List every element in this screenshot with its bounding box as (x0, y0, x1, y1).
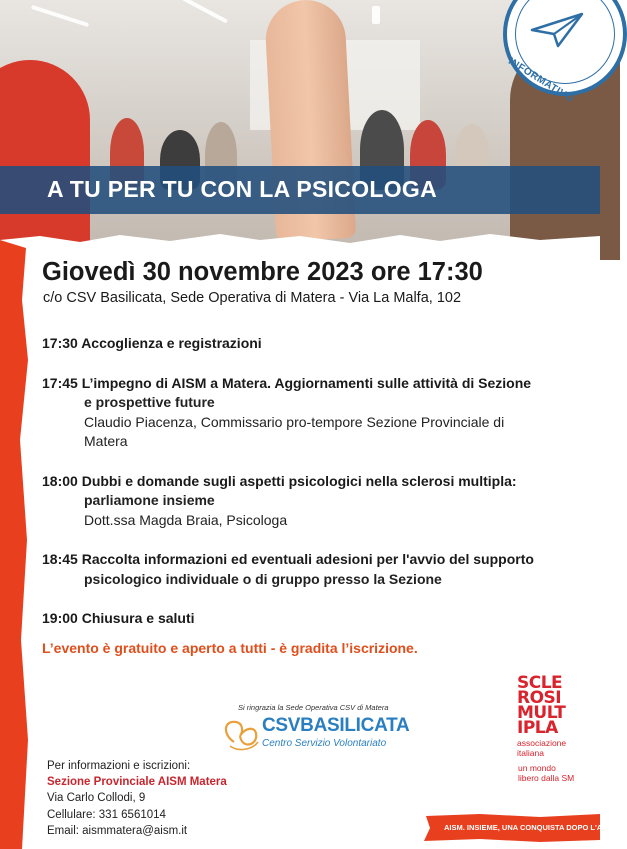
agenda-title: Dubbi e domande sugli aspetti psicologici nella sclerosi multipla: (81, 472, 517, 489)
aism-logo (517, 673, 583, 758)
aism-motto-line: un mondo (518, 763, 556, 773)
event-venue: c/o CSV Basilicata, Sede Operativa di Matera - Via La Malfa, 102 (43, 290, 462, 306)
agenda-time: 17:45 (42, 374, 78, 391)
agenda-title: L’impegno di AISM a Matera. Aggiornamenti sulle attività di Sezione (81, 374, 532, 391)
agenda-title-continued: psicologico individuale o di gruppo presso la Sezione (84, 570, 442, 587)
aism-logo-sub: associazione (517, 738, 567, 748)
aism-motto-line: libero dalla SM (518, 773, 575, 783)
red-side-stripe (0, 240, 30, 849)
agenda-title: Chiusura e saluti (81, 610, 195, 626)
csv-name: CSVBASILICATA (262, 715, 410, 736)
agenda-speaker: Claudio Piacenza, Commissario pro-tempore Sezione Provinciale di (84, 413, 505, 430)
aism-logo-line: MULT (517, 703, 566, 723)
agenda-item (42, 550, 582, 589)
event-date: Giovedì 30 novembre 2023 ore 17:30 (42, 258, 483, 286)
agenda-item (42, 374, 582, 452)
contact-info (47, 758, 227, 839)
agenda-item (42, 609, 582, 629)
paper-plane-icon (528, 10, 586, 50)
agenda-list (42, 334, 582, 649)
contact-org: Sezione Provinciale AISM Matera (47, 776, 227, 789)
agenda-time: 19:00 (42, 610, 78, 626)
phone-number[interactable]: 331 6561014 (98, 808, 166, 821)
footer-slogan: AISM. INSIEME, UNA CONQUISTA DOPO L'ALTRA (444, 823, 622, 832)
agenda-time: 18:00 (42, 472, 78, 489)
agenda-speaker: Dott.ssa Magda Braia, Psicologa (84, 511, 288, 528)
sponsor-thanks: Si ringrazia la Sede Operativa CSV di Matera (238, 703, 389, 712)
aism-logo-sub: italiana (517, 748, 544, 758)
agenda-speaker: Matera (84, 433, 128, 449)
agenda-title-continued: e prospettive future (84, 394, 215, 410)
free-event-note: L’evento è gratuito e aperto a tutti - è gradita l’iscrizione. (42, 640, 418, 656)
agenda-title: Raccolta informazioni ed eventuali adesioni per l'avvio del supporto (81, 551, 534, 567)
agenda-title-continued: parliamone insieme (84, 492, 215, 508)
agenda-item (42, 334, 582, 354)
contact-address: Via Carlo Collodi, 9 (47, 792, 146, 805)
email-address[interactable]: aismmatera@aism.it (82, 824, 188, 837)
badge-label: INFORMATIVO (506, 56, 576, 105)
contact-intro: Per informazioni e iscrizioni: (47, 760, 191, 772)
aism-logo-line: ROSI (517, 688, 562, 708)
agenda-item (42, 472, 582, 531)
page-title: A TU PER TU CON LA PSICOLOGA (47, 176, 438, 202)
agenda-time: 17:30 (42, 335, 78, 351)
torn-paper-edge (0, 226, 600, 260)
phone-label: Cellulare: (47, 808, 96, 821)
csv-subtitle: Centro Servizio Volontariato (262, 738, 387, 749)
aism-logo-line: SCLE (517, 673, 563, 693)
agenda-time: 18:45 (42, 551, 78, 567)
email-label: Email: (47, 824, 79, 837)
aism-logo-line: IPLA (517, 718, 558, 738)
aism-motto (518, 763, 574, 783)
agenda-title: Accoglienza e registrazioni (81, 335, 262, 351)
